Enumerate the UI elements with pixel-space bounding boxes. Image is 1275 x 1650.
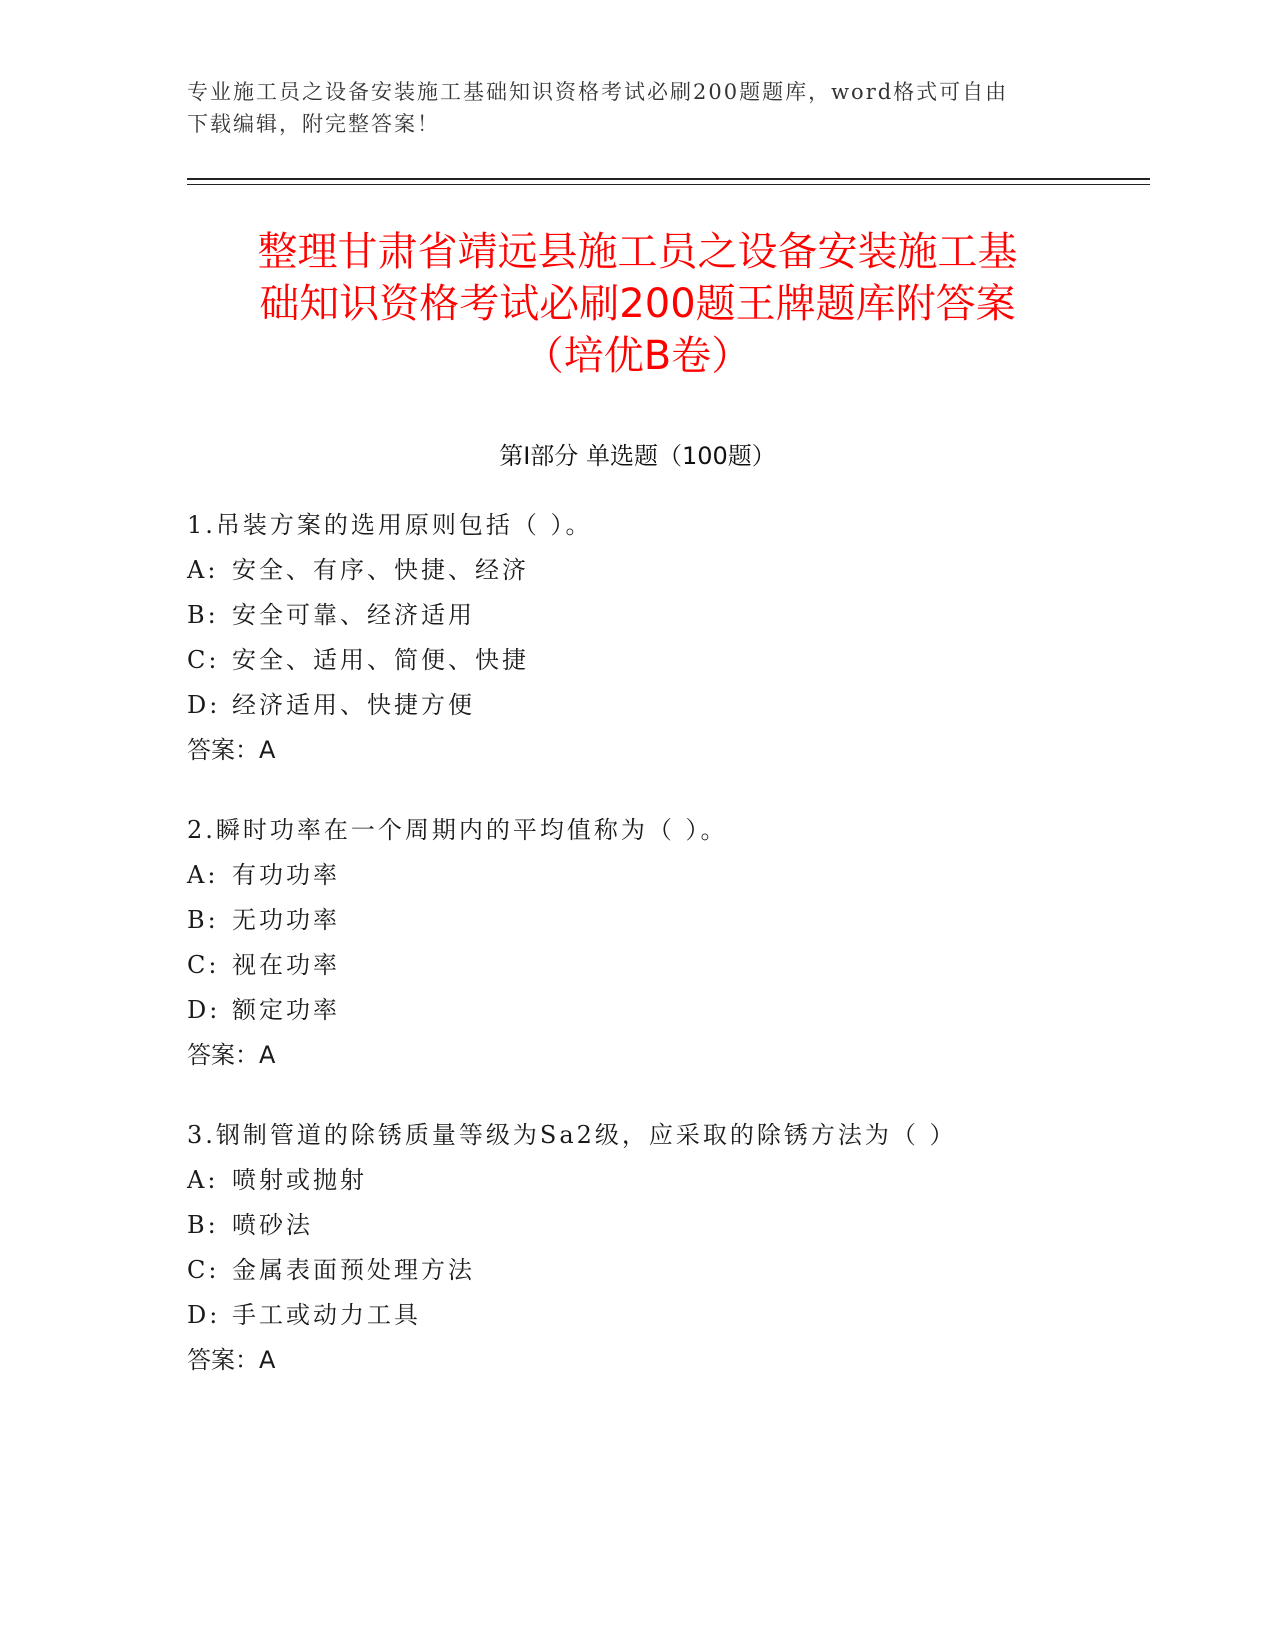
option-a [187, 853, 1137, 898]
section-title: 第Ⅰ部分 单选题（100题） [499, 442, 776, 470]
option-key: C: [187, 951, 220, 979]
question-stem: 3.钢制管道的除锈质量等级为Sa2级，应采取的除锈方法为（ ） [187, 1121, 957, 1149]
title-line-1: 整理甘肃省靖远县施工员之设备安装施工基 [257, 229, 1018, 275]
question-1 [187, 503, 1137, 773]
document-title [150, 226, 1125, 382]
option-c [187, 943, 1137, 988]
title-line-3: （培优B卷） [523, 333, 752, 379]
question-3 [187, 1113, 1137, 1383]
option-key: B: [187, 601, 219, 629]
option-key: D: [187, 1301, 221, 1329]
title-line-2: 础知识资格考试必刷200题王牌题库附答案 [259, 281, 1016, 327]
question-stem: 1.吊装方案的选用原则包括（ ）。 [187, 511, 593, 539]
question-stem: 2.瞬时功率在一个周期内的平均值称为（ ）。 [187, 816, 728, 844]
option-a [187, 548, 1137, 593]
answer-line: 答案：A [187, 1346, 276, 1374]
question-2 [187, 808, 1137, 1078]
option-key: A: [187, 1166, 219, 1194]
option-a [187, 1158, 1137, 1203]
option-text: 喷射或抛射 [232, 1166, 367, 1194]
option-key: B: [187, 1211, 219, 1239]
option-text: 经济适用、快捷方便 [232, 691, 475, 719]
header-divider-thin [187, 184, 1150, 185]
option-d [187, 1293, 1137, 1338]
option-text: 无功功率 [232, 906, 340, 934]
header-divider-thick [187, 178, 1150, 180]
option-key: C: [187, 646, 220, 674]
option-text: 喷砂法 [232, 1211, 313, 1239]
option-b [187, 593, 1137, 638]
option-key: D: [187, 691, 221, 719]
option-key: C: [187, 1256, 220, 1284]
option-key: A: [187, 861, 219, 889]
header-note-line-2: 下载编辑，附完整答案！ [187, 112, 440, 136]
option-b [187, 898, 1137, 943]
option-text: 手工或动力工具 [232, 1301, 421, 1329]
option-text: 视在功率 [232, 951, 340, 979]
option-key: A: [187, 556, 219, 584]
option-text: 安全、有序、快捷、经济 [232, 556, 529, 584]
header-note [187, 76, 1087, 140]
option-text: 有功功率 [232, 861, 340, 889]
option-d [187, 683, 1137, 728]
option-text: 安全、适用、简便、快捷 [232, 646, 529, 674]
answer-line: 答案：A [187, 1041, 276, 1069]
option-key: D: [187, 996, 221, 1024]
option-text: 金属表面预处理方法 [232, 1256, 475, 1284]
option-text: 额定功率 [232, 996, 340, 1024]
option-text: 安全可靠、经济适用 [232, 601, 475, 629]
option-d [187, 988, 1137, 1033]
option-b [187, 1203, 1137, 1248]
option-key: B: [187, 906, 219, 934]
option-c [187, 638, 1137, 683]
option-c [187, 1248, 1137, 1293]
answer-line: 答案：A [187, 736, 276, 764]
header-note-line-1: 专业施工员之设备安装施工基础知识资格考试必刷200题题库，word格式可自由 [187, 80, 1009, 104]
